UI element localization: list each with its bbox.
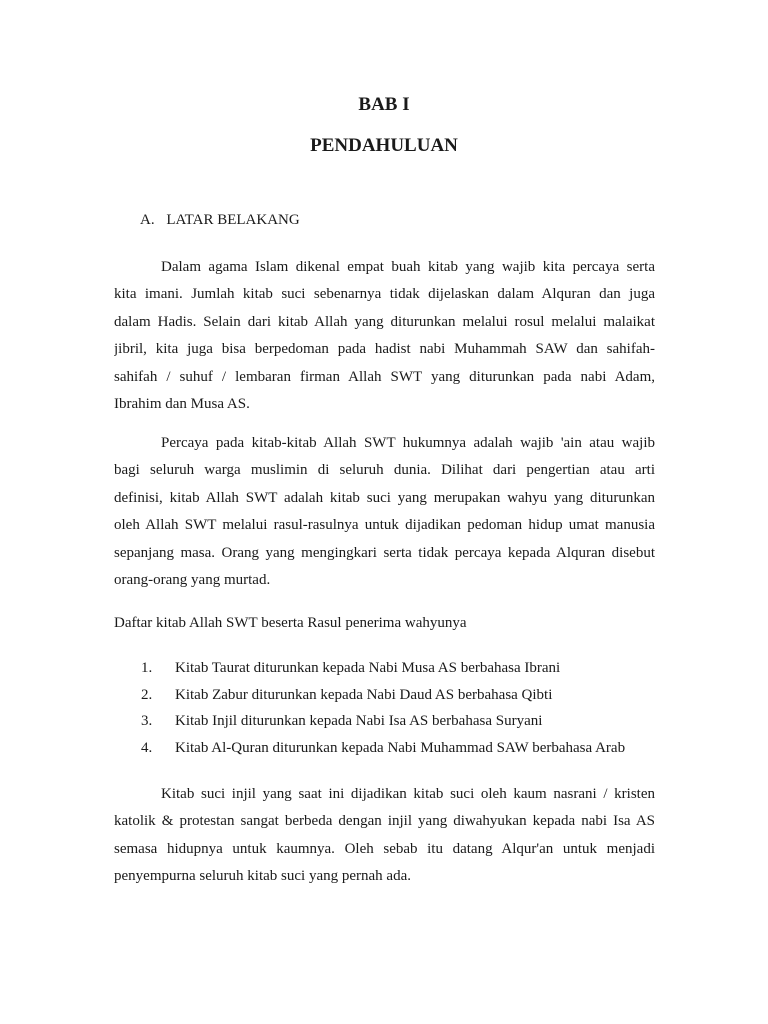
list-text: Kitab Injil diturunkan kepada Nabi Isa AS berbahasa Suryani bbox=[175, 713, 543, 730]
list-item bbox=[114, 708, 655, 735]
text-line: semasa hidupnya untuk kaumnya. Oleh sebab itu datang Alqur'an untuk menjadi bbox=[114, 840, 655, 857]
list-text: Kitab Taurat diturunkan kepada Nabi Musa AS berbahasa Ibrani bbox=[175, 660, 561, 676]
text-line: oleh Allah SWT melalui rasul-rasulnya untuk dijadikan pedoman hidup umat manusia bbox=[114, 517, 655, 534]
list-intro-text: Daftar kitab Allah SWT beserta Rasul penerima wahyunya bbox=[114, 615, 467, 631]
text-line: sepanjang masa. Orang yang mengingkari serta tidak percaya kepada Alquran disebut bbox=[114, 544, 655, 561]
text-line: katolik & protestan sangat berbeda dengan injil yang diwahyukan kepada nabi Isa AS bbox=[114, 813, 655, 830]
section-heading bbox=[140, 212, 681, 229]
list-intro bbox=[114, 610, 655, 637]
text-line: jibril, kita juga bisa berpedoman pada hadist nabi Muhammah SAW dan sahifah- bbox=[114, 341, 655, 358]
list-number: 4. bbox=[141, 740, 153, 757]
section-label: LATAR BELAKANG bbox=[166, 212, 300, 228]
chapter-title: PENDAHULUAN bbox=[310, 135, 458, 156]
paragraph-1 bbox=[114, 254, 655, 418]
list-text: Kitab Al-Quran diturunkan kepada Nabi Muhammad SAW berbahasa Arab bbox=[175, 740, 626, 757]
text-line: Ibrahim dan Musa AS. bbox=[114, 395, 250, 412]
section-marker: A. bbox=[140, 212, 155, 228]
list-item bbox=[114, 682, 655, 709]
list-text: Kitab Zabur diturunkan kepada Nabi Daud AS berbahasa Qibti bbox=[175, 686, 553, 703]
list-number: 3. bbox=[141, 713, 153, 730]
list-item bbox=[114, 735, 655, 762]
text-line: penyempurna seluruh kitab suci yang pernah ada. bbox=[114, 868, 411, 885]
text-line: Percaya pada kitab-kitab Allah SWT hukumnya adalah wajib 'ain atau wajib bbox=[161, 435, 655, 451]
paragraph-3 bbox=[114, 781, 655, 891]
text-line: sahifah / suhuf / lembaran firman Allah SWT yang diturunkan pada nabi Adam, bbox=[114, 368, 655, 385]
book-list bbox=[114, 655, 655, 762]
list-number: 1. bbox=[141, 660, 153, 676]
chapter-number: BAB I bbox=[358, 94, 410, 115]
list-item bbox=[114, 655, 655, 682]
text-line: Dalam agama Islam dikenal empat buah kitab yang wajib kita percaya serta bbox=[161, 259, 655, 275]
paragraph-2 bbox=[114, 430, 655, 594]
text-line: orang-orang yang murtad. bbox=[114, 571, 271, 588]
text-line: dalam Hadis. Selain dari kitab Allah yang diturunkan melalui rosul melalui malaikat bbox=[114, 313, 655, 330]
text-line: Kitab suci injil yang saat ini dijadikan kitab suci oleh kaum nasrani / kristen bbox=[161, 786, 655, 802]
list-number: 2. bbox=[141, 686, 153, 703]
text-line: kita imani. Jumlah kitab suci sebenarnya tidak dijelaskan dalam Alquran dan juga bbox=[114, 286, 655, 303]
text-line: bagi seluruh warga muslimin di seluruh dunia. Dilihat dari pengertian atau arti bbox=[114, 462, 655, 479]
text-line: definisi, kitab Allah SWT adalah kitab suci yang merupakan wahyu yang diturunkan bbox=[114, 489, 655, 506]
